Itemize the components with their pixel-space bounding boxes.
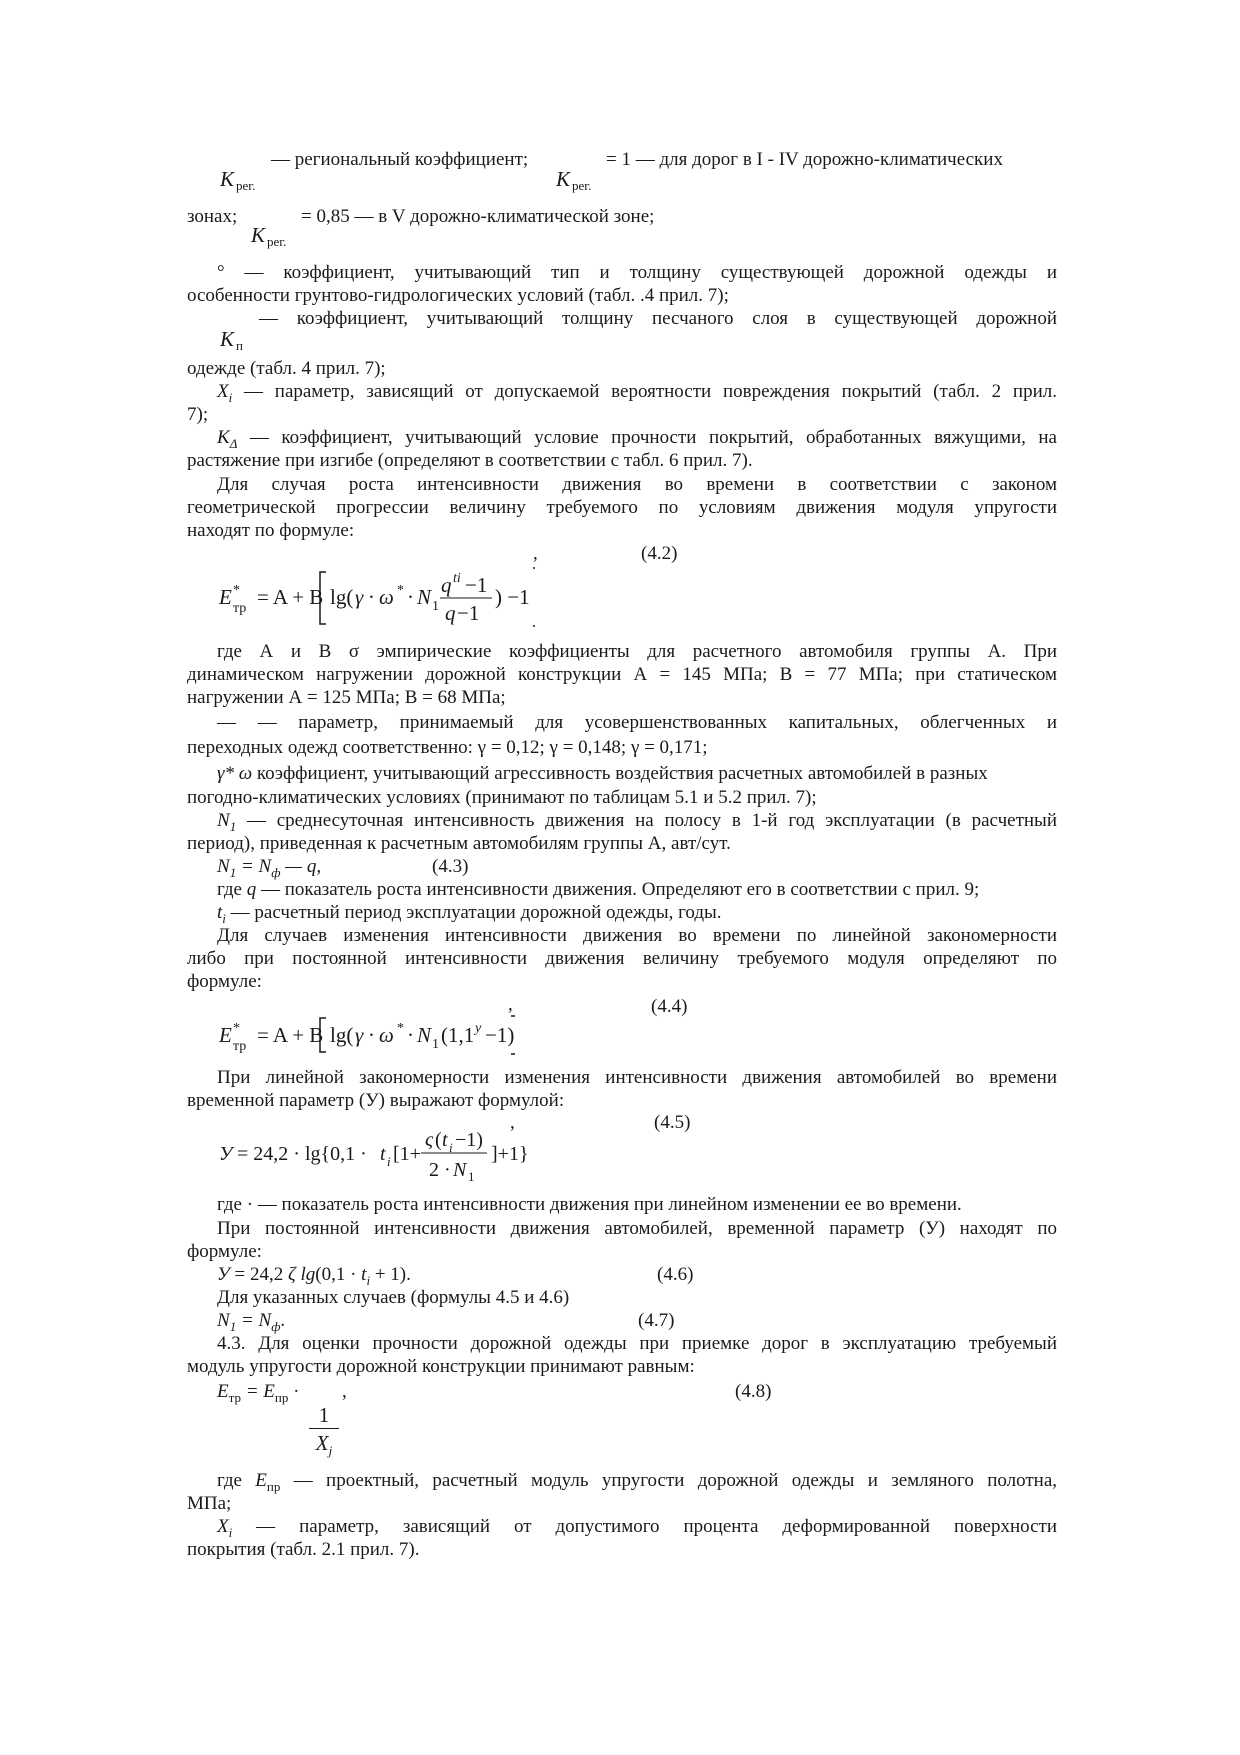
equation-number: (4.3) [432, 856, 469, 877]
svg-text:N: N [417, 585, 432, 609]
svg-text:*: * [233, 1021, 240, 1036]
equation-number: (4.7) [638, 1310, 675, 1331]
text-line: $t_i$ — расчетный период эксплуатации дорожной одежды, годы. [217, 902, 722, 926]
svg-text:q: q [441, 573, 452, 597]
formula-4-3: $N_1 = N_ф$ — q, (4.3) [217, 856, 469, 880]
svg-text:q: q [445, 601, 456, 625]
text-line: формуле: [187, 1241, 262, 1262]
k-reg-symbol: K $_{рег.}$ [251, 223, 287, 249]
svg-text:lg(: lg( [330, 585, 354, 609]
equation-number: (4.4) [651, 996, 688, 1017]
svg-text:ς: ς [425, 1129, 434, 1151]
text-line: $K_\Delta$ — коэффициент, учитывающий условие прочности покрытий, обработанных вяжущими, на [217, 427, 1057, 451]
svg-text:−1: −1 [457, 601, 480, 625]
text-line: При постоянной интенсивности движения автомобилей, временной параметр (У) находят по [217, 1218, 1057, 1239]
text-line: При линейной закономерности изменения интенсивности движения автомобилей во времени [217, 1067, 1057, 1088]
svg-text:) −1: ) −1 [495, 585, 530, 609]
svg-text:[1+: [1+ [393, 1143, 421, 1165]
text-line: переходных одежд соответственно: γ = 0,12; γ = 0,148; γ = 0,171; [187, 737, 708, 758]
text-line: Для случаев изменения интенсивности движения во времени по линейной закономерности [217, 925, 1057, 946]
svg-text:= 24,2 · lg{0,1 ·: = 24,2 · lg{0,1 · [237, 1143, 367, 1165]
text-line: γ* ω коэффициент, учитывающий агрессивность воздействия расчетных автомобилей в разных [217, 763, 988, 784]
equation-number: (4.5) [654, 1112, 691, 1133]
formula-4-4 [215, 1006, 515, 1058]
text-line: временной параметр (У) выражают формулой: [187, 1090, 565, 1111]
text-line: — — параметр, принимаемый для усовершенствованных капитальных, облегченных и [217, 712, 1057, 733]
svg-text:E: E [219, 1023, 232, 1047]
svg-text:*: * [233, 583, 240, 598]
svg-text:γ · ω: γ · ω [355, 1023, 394, 1047]
svg-text:E: E [219, 585, 232, 609]
text-line: нагружении А = 125 МПа; В = 68 МПа; [187, 687, 506, 708]
text-line: растяжение при изгибе (определяют в соответствии с табл. 6 прил. 7). [187, 450, 753, 471]
svg-text:·: · [407, 585, 414, 609]
k-p-symbol: K $_п$ [220, 327, 243, 353]
equation-number: (4.2) [641, 543, 678, 564]
text-line: погодно-климатических условиях (принимают по таблицам 5.1 и 5.2 прил. 7); [187, 787, 817, 808]
text-line: — коэффициент, учитывающий толщину песчаного слоя в существующей дорожной [259, 308, 1057, 329]
text-line: находят по формуле: [187, 520, 355, 541]
svg-text:ti: ti [453, 571, 461, 586]
equation-number: (4.8) [735, 1381, 772, 1402]
text-line: период), приведенная к расчетным автомобилям группы А, авт/сут. [187, 833, 731, 854]
svg-text:−1): −1) [485, 1023, 515, 1047]
svg-text:тр: тр [233, 601, 247, 616]
svg-text:−1: −1 [465, 573, 488, 597]
text-line: Для указанных случаев (формулы 4.5 и 4.6) [217, 1287, 570, 1308]
text-line: формуле: [187, 971, 262, 992]
svg-text:(: ( [435, 1129, 442, 1151]
text-line: где $E_{пр}$ — проектный, расчетный модуль упругости дорожной одежды и земляного полотна, [217, 1470, 1057, 1494]
text-line: где А и В σ эмпирические коэффициенты для расчетного автомобиля группы А. При [217, 641, 1057, 662]
text-line: либо при постоянной интенсивности движения величину требуемого модуля определяют по [187, 948, 1057, 969]
svg-text:i: i [449, 1140, 453, 1155]
text-line: динамическом нагружении дорожной конструкции А = 145 МПа; В = 77 МПа; при статическом [187, 664, 1057, 685]
svg-text:*: * [397, 1021, 404, 1036]
k-reg-symbol: K $_{рег.}$ [220, 167, 256, 193]
svg-text:1: 1 [468, 1169, 475, 1184]
text-line: 7); [187, 404, 209, 425]
k-reg-symbol: K $_{рег.}$ [556, 167, 592, 193]
svg-text:y: y [475, 1021, 482, 1036]
svg-text:·: · [407, 1023, 414, 1047]
svg-text:]+1}: ]+1} [491, 1143, 529, 1165]
formula-4-2 [215, 560, 535, 630]
text-line: особенности грунтово-гидрологических условий (табл. .4 прил. 7); [187, 285, 729, 306]
svg-text:= A + B: = A + B [257, 585, 324, 609]
svg-text:1: 1 [432, 599, 439, 614]
text-line: ° — коэффициент, учитывающий тип и толщину существующей дорожной одежды и [217, 262, 1057, 283]
svg-text:γ · ω: γ · ω [355, 585, 394, 609]
svg-text:= A + B: = A + B [257, 1023, 324, 1047]
text-line: где q — показатель роста интенсивности движения. Определяют его в соответствии с прил. 9; [217, 879, 980, 900]
text-line: покрытия (табл. 2.1 прил. 7). [187, 1539, 420, 1560]
svg-text:−1): −1) [455, 1129, 483, 1151]
text-line: $X_i$ — параметр, зависящий от допустимого процента деформированной поверхности [217, 1516, 1057, 1540]
formula-4-5 [215, 1122, 535, 1186]
formula-4-6: У = 24,2 ζ $\lg(0,1 \cdot t_i + 1)$. (4.6) [217, 1264, 694, 1288]
text-line: геометрической прогрессии величину требуемого по условиям движения модуля упругости [187, 497, 1057, 518]
svg-text:t: t [442, 1129, 448, 1151]
text-line: модуль упругости дорожной конструкции принимают равным: [187, 1356, 695, 1377]
svg-text:У: У [219, 1143, 233, 1165]
svg-text:N: N [417, 1023, 432, 1047]
svg-text:(1,1: (1,1 [441, 1023, 475, 1047]
formula-4-7: $N_1 = N_ф$. (4.7) [217, 1310, 675, 1334]
svg-text:2 ·: 2 · [429, 1159, 451, 1181]
document-page: — региональный коэффициент; = 1 — для дорог в I - IV дорожно-климатических K $_{рег.}$ K $_{рег.}$ зонах; = 0,85 — в V дорожно-климатической зоне; K $_{рег.}$ ° — коэффициент, учитывающий тип и толщину существующей дорожной одежды и особенности грунтово-гидрологических условий (табл. .4 прил. 7); — коэффициент, учитывающий толщину песчаного слоя в существующей дорожной K $_п$ одежде (табл. 4 прил. 7); $X_i$ — параметр, зависящий от допускаемой вероятности повреждения покрытий (табл. 2 прил. 7); $K_\Delta$ — коэффициент, учитывающий условие прочности покрытий, обработанных вяжущими, на растяжение при изгибе (определяют в соответствии с табл. 6 прил. 7). Для случая роста интенсивности движения во времени в соответствии с законом геометрической прогрессии величину требуемого по условиям движения модуля упругости находят по формуле: , (4.2) E тр * = A + B lg( γ · ω * · N 1 q ti −1 q −1 ) −1 где А и В σ эмпирические коэффициенты для расчетного автомобиля группы А. При динамическом нагружении дорожной конструкции А = 145 МПа; В = 77 МПа; при статическом нагружении А = 125 МПа; В = 68 МПа; — — параметр, принимаемый для усовершенствованных капитальных, облегченных и переходных одежд соответственно: γ = 0,12; γ = 0,148; γ = 0,171; γ* ω коэффициент, учитывающий агрессивность воздействия расчетных автомобилей в разных погодно-климатических условиях (принимают по таблицам 5.1 и 5.2 прил. 7); $N_1$ — среднесуточная интенсивность движения на полосу в 1-й год эксплуатации (в расчетный период), приведенная к расчетным автомобилям группы А, авт/сут. $N_1 = N_ф$ — q, (4.3) где q — показатель роста интенсивности движения. Определяют его в соответствии с прил. 9; $t_i$ — расчетный период эксплуатации дорожной одежды, годы. Для случаев изменения интенсивности движения во времени по линейной закономерности либо при постоянной интенсивности движения величину требуемого модуля определяют по формуле: , (4.4) E тр * = A + B lg( γ · ω * · N 1 (1,1 y −1) При линейной закономерности изменения интенсивности движения автомобилей во времени временной параметр (У) выражают формулой: , (4.5) У = 24,2 · lg{0,1 · t i [1+ ς ( t i −1) 2 · N 1 ]+1} где · — показатель роста интенсивности движения при линейном изменении ее во времени. При постоянной интенсивности движения автомобилей, временной параметр (У) находят по формуле: У = 24,2 ζ $\lg(0,1 \cdot t_i + 1)$. (4.6) Для указанных случаев (формулы 4.5 и 4.6) $N_1 = N_ф$. (4.7) 4.3. Для оценки прочности дорожной одежды при приемке дорог в эксплуатацию требуемый модуль упругости дорожной конструкции принимают равным: $E_{тр} = E_{пр}$ · , (4.8) 1 $X_j$ где $E_{пр}$ — проектный, расчетный модуль упругости дорожной одежды и земляного полотна, МПа; $X_i$ — параметр, зависящий от допустимого процента деформированной поверхности покрытия (табл. 2.1 прил. 7). [187, 149, 1057, 1560]
text-line: 4.3. Для оценки прочности дорожной одежды при приемке дорог в эксплуатацию требуемый [217, 1333, 1057, 1354]
text-line: где · — показатель роста интенсивности движения при линейном изменении ее во времени. [217, 1194, 962, 1215]
svg-text:1: 1 [432, 1037, 439, 1052]
svg-text:i: i [387, 1154, 391, 1169]
equation-number: (4.6) [657, 1264, 694, 1285]
svg-text:тр: тр [233, 1039, 247, 1054]
text-line: $X_i$ — параметр, зависящий от допускаемой вероятности повреждения покрытий (табл. 2 прил. [217, 381, 1057, 405]
svg-text:lg(: lg( [330, 1023, 354, 1047]
svg-text:N: N [453, 1159, 467, 1181]
svg-text:t: t [380, 1143, 386, 1165]
fraction-1-over-xj: 1 $X_j$ [309, 1402, 339, 1465]
svg-text:*: * [397, 583, 404, 598]
text-line: $N_1$ — среднесуточная интенсивность движения на полосу в 1-й год эксплуатации (в расчетный [217, 810, 1057, 834]
text-line: МПа; [187, 1493, 232, 1514]
text-line: Для случая роста интенсивности движения во времени в соответствии с законом [217, 474, 1057, 495]
formula-4-8: $E_{тр} = E_{пр}$ · , (4.8) [217, 1381, 772, 1405]
text-line: одежде (табл. 4 прил. 7); [187, 358, 386, 379]
